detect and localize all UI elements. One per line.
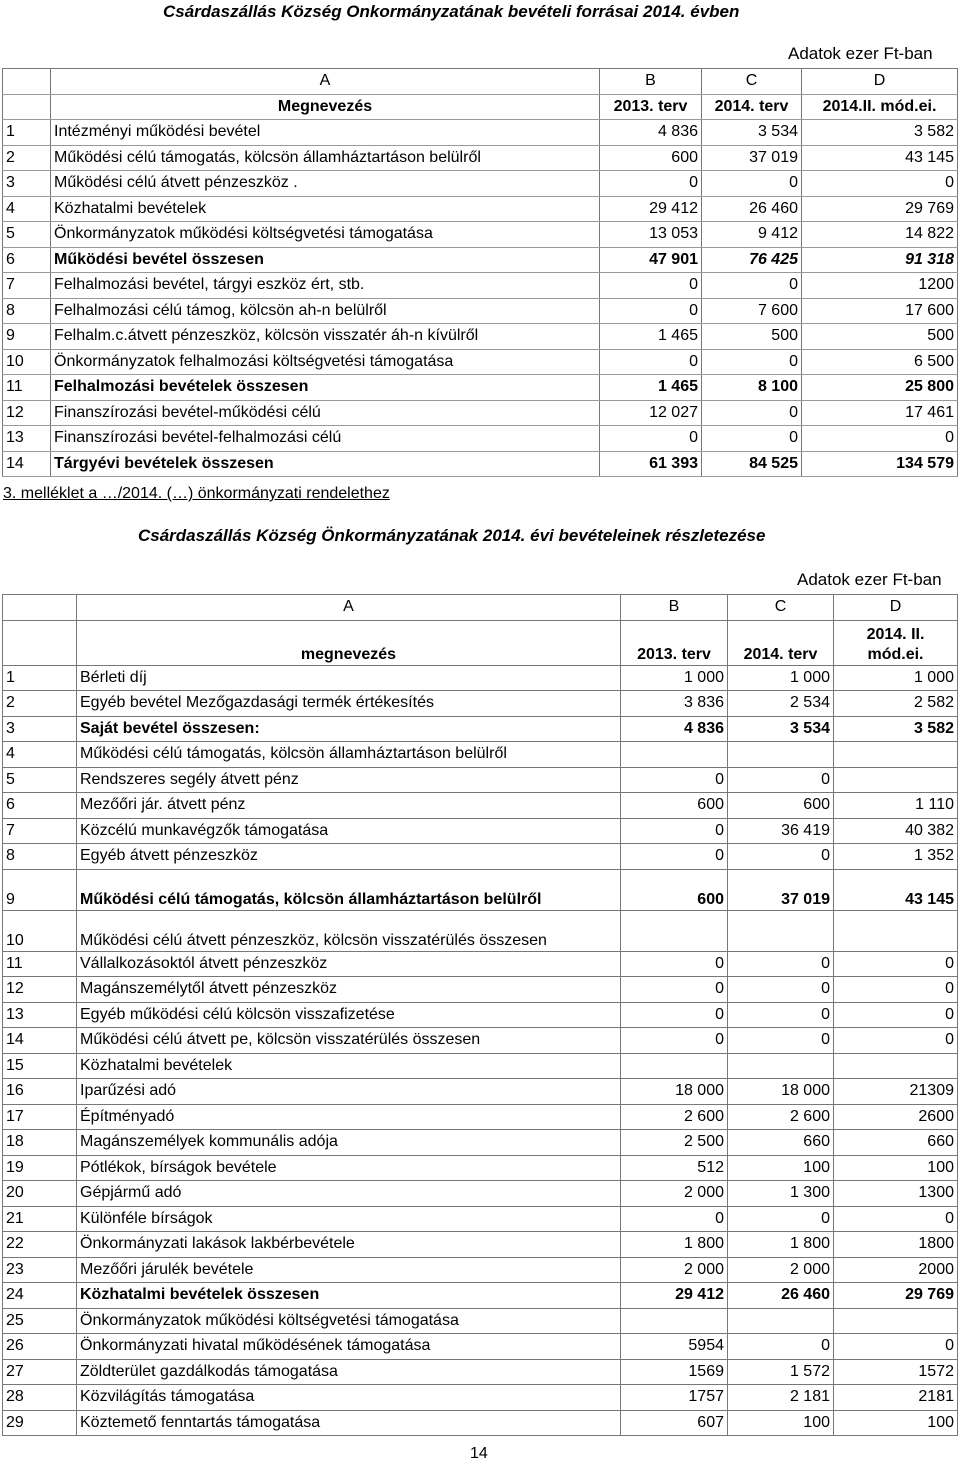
value-2014-plan: 2 000 [728,1257,834,1283]
table-row [3,691,958,717]
table-row [3,1104,958,1130]
row-name: Magánszemélyek kommunális adója [77,1130,621,1156]
value-2014-plan: 26 460 [702,196,802,222]
value-2013-plan: 0 [600,298,702,324]
row-number: 1 [3,120,51,146]
document-title-2: Csárdaszállás Község Önkormányzatának 2014. évi bevételeinek részletezése [138,526,766,545]
value-2014-modified: 3 582 [834,716,958,742]
value-2013-plan: 5954 [621,1334,728,1360]
row-name: Működési célú átvett pe, kölcsön visszatérülés összesen [77,1028,621,1054]
value-2013-plan: 607 [621,1410,728,1436]
column-letter-c: C [702,69,802,95]
value-2013-plan: 1 465 [600,375,702,401]
row-number: 6 [3,247,51,273]
table-row [3,1079,958,1105]
value-2014-plan: 660 [728,1130,834,1156]
table-row [3,145,958,171]
header-row [3,94,958,120]
column-letter-b: B [600,69,702,95]
value-2013-plan: 0 [621,1028,728,1054]
value-2014-plan: 3 534 [728,716,834,742]
table-row [3,767,958,793]
row-name: Vállalkozásoktól átvett pénzeszköz [77,951,621,977]
value-2014-plan [728,742,834,768]
header-name: Megnevezés [51,94,600,120]
value-2014-plan: 0 [728,767,834,793]
value-2013-plan: 1757 [621,1385,728,1411]
value-2014-modified: 134 579 [802,451,958,477]
row-number: 14 [3,1028,77,1054]
value-2014-modified: 0 [834,1206,958,1232]
value-2014-plan: 0 [728,977,834,1003]
row-name: Önkormányzati lakások lakbérbevétele [77,1232,621,1258]
value-2014-modified: 25 800 [802,375,958,401]
row-number: 2 [3,145,51,171]
value-2014-plan: 100 [728,1155,834,1181]
value-2014-modified: 0 [834,1334,958,1360]
value-2013-plan: 0 [600,171,702,197]
value-2014-modified: 17 461 [802,400,958,426]
value-2013-plan: 0 [600,426,702,452]
column-letter-a: A [51,69,600,95]
value-2013-plan: 1 800 [621,1232,728,1258]
table-row [3,1028,958,1054]
row-name: Mezőőri járulék bevétele [77,1257,621,1283]
value-2014-plan: 0 [728,844,834,870]
column-letter-row [3,69,958,95]
value-2013-plan: 29 412 [621,1283,728,1309]
table-row [3,222,958,248]
table-row [3,869,958,910]
row-number: 16 [3,1079,77,1105]
row-number: 22 [3,1232,77,1258]
table-row [3,247,958,273]
value-2014-modified: 1 000 [834,665,958,691]
value-2014-plan: 76 425 [702,247,802,273]
row-name: Önkormányzati hivatal működésének támogatása [77,1334,621,1360]
value-2014-plan: 1 300 [728,1181,834,1207]
row-name: Intézményi működési bevétel [51,120,600,146]
value-2014-modified: 6 500 [802,349,958,375]
row-number: 7 [3,818,77,844]
value-2014-plan: 100 [728,1410,834,1436]
header-2014-plan: 2014. terv [702,94,802,120]
value-2013-plan: 0 [621,844,728,870]
table-row [3,375,958,401]
value-2014-modified: 40 382 [834,818,958,844]
row-number: 6 [3,793,77,819]
appendix-reference: 3. melléklet a …/2014. (…) önkormányzati rendelethez [3,485,390,502]
header-row [3,620,958,665]
revenue-detail-table [2,594,958,1436]
value-2013-plan: 2 600 [621,1104,728,1130]
row-name: Felhalmozási bevételek összesen [51,375,600,401]
table-row [3,910,958,951]
row-number: 29 [3,1410,77,1436]
value-2014-plan: 2 181 [728,1385,834,1411]
row-number: 25 [3,1308,77,1334]
value-2014-modified [834,767,958,793]
table-row [3,324,958,350]
row-name: Közhatalmi bevételek [51,196,600,222]
row-name: Bérleti díj [77,665,621,691]
value-2013-plan: 12 027 [600,400,702,426]
row-name: Zöldterület gazdálkodás támogatása [77,1359,621,1385]
value-2014-modified: 91 318 [802,247,958,273]
value-2014-modified: 43 145 [802,145,958,171]
header-2013-plan: 2013. terv [600,94,702,120]
value-2014-plan: 0 [728,951,834,977]
row-number: 23 [3,1257,77,1283]
value-2014-plan: 26 460 [728,1283,834,1309]
value-2014-plan: 36 419 [728,818,834,844]
table-row [3,426,958,452]
row-name: Saját bevétel összesen: [77,716,621,742]
row-number: 4 [3,196,51,222]
unit-label-2: Adatok ezer Ft-ban [797,570,942,589]
value-2013-plan: 47 901 [600,247,702,273]
row-number: 2 [3,691,77,717]
column-letter-row [3,595,958,621]
value-2013-plan [621,742,728,768]
column-letter-a: A [77,595,621,621]
table-row [3,716,958,742]
header-2014-modified: 2014. II. mód.ei. [834,620,958,665]
row-number: 26 [3,1334,77,1360]
unit-label-1: Adatok ezer Ft-ban [788,44,933,63]
value-2014-plan: 0 [702,426,802,452]
row-number: 3 [3,171,51,197]
value-2014-plan: 7 600 [702,298,802,324]
row-name: Működési célú átvett pénzeszköz . [51,171,600,197]
value-2014-modified: 2181 [834,1385,958,1411]
value-2014-plan: 84 525 [702,451,802,477]
value-2014-modified: 1300 [834,1181,958,1207]
row-name: Működési bevétel összesen [51,247,600,273]
header-2014-plan: 2014. terv [728,620,834,665]
row-number: 12 [3,400,51,426]
value-2013-plan: 2 500 [621,1130,728,1156]
row-name: Közvilágítás támogatása [77,1385,621,1411]
page-number: 14 [470,1445,488,1462]
value-2014-modified [834,910,958,951]
row-name: Finanszírozási bevétel-felhalmozási célú [51,426,600,452]
value-2014-modified: 0 [802,171,958,197]
value-2013-plan: 0 [621,951,728,977]
value-2013-plan [621,1053,728,1079]
row-name: Önkormányzatok működési költségvetési támogatása [51,222,600,248]
table-row [3,1155,958,1181]
table-row [3,1308,958,1334]
value-2013-plan: 18 000 [621,1079,728,1105]
value-2013-plan: 4 836 [600,120,702,146]
row-number: 4 [3,742,77,768]
value-2013-plan: 0 [621,818,728,844]
value-2014-plan: 500 [702,324,802,350]
table-row [3,1359,958,1385]
value-2013-plan: 0 [621,977,728,1003]
value-2014-plan: 0 [702,349,802,375]
value-2014-modified: 1800 [834,1232,958,1258]
value-2014-modified: 100 [834,1155,958,1181]
table-row [3,1206,958,1232]
row-number: 11 [3,375,51,401]
value-2013-plan: 2 000 [621,1257,728,1283]
table-row [3,1385,958,1411]
row-name: Önkormányzatok felhalmozási költségvetési támogatása [51,349,600,375]
value-2014-plan: 18 000 [728,1079,834,1105]
column-letter-c: C [728,595,834,621]
header-name: megnevezés [77,620,621,665]
value-2014-modified: 2600 [834,1104,958,1130]
table-row [3,273,958,299]
value-2013-plan: 61 393 [600,451,702,477]
row-number: 24 [3,1283,77,1309]
value-2014-modified: 2 582 [834,691,958,717]
row-name: Iparűzési adó [77,1079,621,1105]
row-name: Gépjármű adó [77,1181,621,1207]
value-2013-plan: 0 [600,349,702,375]
value-2014-plan: 37 019 [702,145,802,171]
row-name: Pótlékok, bírságok bevétele [77,1155,621,1181]
value-2013-plan: 0 [621,1206,728,1232]
row-number: 14 [3,451,51,477]
row-name: Közhatalmi bevételek [77,1053,621,1079]
row-name: Közhatalmi bevételek összesen [77,1283,621,1309]
value-2014-plan [728,1308,834,1334]
value-2013-plan: 0 [621,767,728,793]
value-2014-plan: 2 534 [728,691,834,717]
table-row [3,977,958,1003]
value-2014-plan: 8 100 [702,375,802,401]
value-2014-modified [834,742,958,768]
value-2014-plan: 1 572 [728,1359,834,1385]
row-name: Önkormányzatok működési költségvetési támogatása [77,1308,621,1334]
value-2014-plan: 3 534 [702,120,802,146]
value-2014-plan: 0 [728,1028,834,1054]
header-2014-modified: 2014.II. mód.ei. [802,94,958,120]
row-name: Magánszemélytől átvett pénzeszköz [77,977,621,1003]
row-number: 19 [3,1155,77,1181]
value-2014-modified: 29 769 [834,1283,958,1309]
value-2014-modified [834,1308,958,1334]
table-row [3,665,958,691]
table-row [3,1232,958,1258]
value-2014-modified: 21309 [834,1079,958,1105]
value-2014-plan [728,910,834,951]
value-2013-plan: 600 [621,869,728,910]
value-2014-modified: 1 110 [834,793,958,819]
row-number: 21 [3,1206,77,1232]
table-row [3,349,958,375]
row-number: 10 [3,349,51,375]
table-row [3,1410,958,1436]
value-2014-plan: 2 600 [728,1104,834,1130]
table-row [3,742,958,768]
table-row [3,400,958,426]
row-name: Működési célú támogatás, kölcsön államháztartáson belülről [77,742,621,768]
row-name: Finanszírozási bevétel-működési célú [51,400,600,426]
value-2013-plan: 1 465 [600,324,702,350]
row-number: 9 [3,869,77,910]
value-2014-plan: 600 [728,793,834,819]
row-name: Különféle bírságok [77,1206,621,1232]
row-number: 7 [3,273,51,299]
value-2013-plan: 1 000 [621,665,728,691]
value-2014-plan: 0 [702,400,802,426]
value-2014-modified: 0 [834,977,958,1003]
table-row [3,171,958,197]
value-2013-plan: 512 [621,1155,728,1181]
value-2013-plan: 600 [600,145,702,171]
value-2013-plan: 0 [621,1002,728,1028]
row-name: Rendszeres segély átvett pénz [77,767,621,793]
value-2014-modified: 660 [834,1130,958,1156]
row-number: 28 [3,1385,77,1411]
row-name: Felhalmozási célú támog, kölcsön ah-n belülről [51,298,600,324]
row-number: 20 [3,1181,77,1207]
value-2014-plan [728,1053,834,1079]
value-2014-modified: 0 [834,951,958,977]
row-name: Működési célú támogatás, kölcsön államháztartáson belülről [51,145,600,171]
table-row [3,844,958,870]
value-2013-plan: 2 000 [621,1181,728,1207]
row-number: 12 [3,977,77,1003]
table-row [3,818,958,844]
value-2014-modified: 0 [834,1028,958,1054]
row-number: 10 [3,910,77,951]
value-2013-plan: 3 836 [621,691,728,717]
table-row [3,1130,958,1156]
row-number: 3 [3,716,77,742]
value-2013-plan [621,1308,728,1334]
row-name: Építményadó [77,1104,621,1130]
value-2014-modified: 29 769 [802,196,958,222]
value-2013-plan: 1569 [621,1359,728,1385]
row-number: 17 [3,1104,77,1130]
row-name: Mezőőri jár. átvett pénz [77,793,621,819]
value-2014-plan: 0 [728,1002,834,1028]
table-row [3,120,958,146]
value-2014-modified: 500 [802,324,958,350]
value-2014-plan: 0 [702,171,802,197]
revenue-sources-table [2,68,958,477]
value-2013-plan: 4 836 [621,716,728,742]
value-2013-plan [621,910,728,951]
row-number: 1 [3,665,77,691]
value-2014-modified: 2000 [834,1257,958,1283]
row-number: 18 [3,1130,77,1156]
value-2014-plan: 37 019 [728,869,834,910]
row-number: 13 [3,1002,77,1028]
row-number: 5 [3,222,51,248]
value-2014-plan: 0 [728,1206,834,1232]
value-2014-modified: 100 [834,1410,958,1436]
row-name: Felhalm.c.átvett pénzeszköz, kölcsön visszatér áh-n kívülről [51,324,600,350]
row-number: 15 [3,1053,77,1079]
row-name: Tárgyévi bevételek összesen [51,451,600,477]
value-2014-modified: 14 822 [802,222,958,248]
value-2014-modified: 3 582 [802,120,958,146]
row-number: 5 [3,767,77,793]
table-row [3,298,958,324]
value-2014-modified: 1200 [802,273,958,299]
row-name: Egyéb bevétel Mezőgazdasági termék értékesítés [77,691,621,717]
value-2014-modified [834,1053,958,1079]
document-title-1: Csárdaszállás Község Onkormányzatának bevételi forrásai 2014. évben [163,2,740,21]
table-row [3,1002,958,1028]
value-2013-plan: 0 [600,273,702,299]
row-number: 8 [3,844,77,870]
value-2013-plan: 600 [621,793,728,819]
column-letter-d: D [802,69,958,95]
row-name: Egyéb működési célú kölcsön visszafizetése [77,1002,621,1028]
header-2013-plan: 2013. terv [621,620,728,665]
table-row [3,1334,958,1360]
row-name: Működési célú átvett pénzeszköz, kölcsön visszatérülés összesen [77,910,621,951]
row-name: Közcélú munkavégzők támogatása [77,818,621,844]
row-number: 11 [3,951,77,977]
table-row [3,1053,958,1079]
value-2014-plan: 1 000 [728,665,834,691]
row-name: Működési célú támogatás, kölcsön államháztartáson belülről [77,869,621,910]
table-row [3,1283,958,1309]
value-2014-modified: 1572 [834,1359,958,1385]
row-number: 13 [3,426,51,452]
table-row [3,793,958,819]
value-2014-modified: 43 145 [834,869,958,910]
value-2014-plan: 9 412 [702,222,802,248]
row-name: Egyéb átvett pénzeszköz [77,844,621,870]
row-number: 27 [3,1359,77,1385]
value-2013-plan: 29 412 [600,196,702,222]
value-2014-plan: 0 [702,273,802,299]
value-2014-modified: 17 600 [802,298,958,324]
table-row [3,196,958,222]
table-row [3,1181,958,1207]
value-2014-modified: 0 [802,426,958,452]
column-letter-b: B [621,595,728,621]
column-letter-d: D [834,595,958,621]
row-name: Felhalmozási bevétel, tárgyi eszköz ért, stb. [51,273,600,299]
value-2013-plan: 13 053 [600,222,702,248]
value-2014-modified: 0 [834,1002,958,1028]
table-row [3,951,958,977]
value-2014-modified: 1 352 [834,844,958,870]
table-row [3,451,958,477]
value-2014-plan: 1 800 [728,1232,834,1258]
row-name: Köztemető fenntartás támogatása [77,1410,621,1436]
value-2014-plan: 0 [728,1334,834,1360]
table-row [3,1257,958,1283]
row-number: 8 [3,298,51,324]
row-number: 9 [3,324,51,350]
